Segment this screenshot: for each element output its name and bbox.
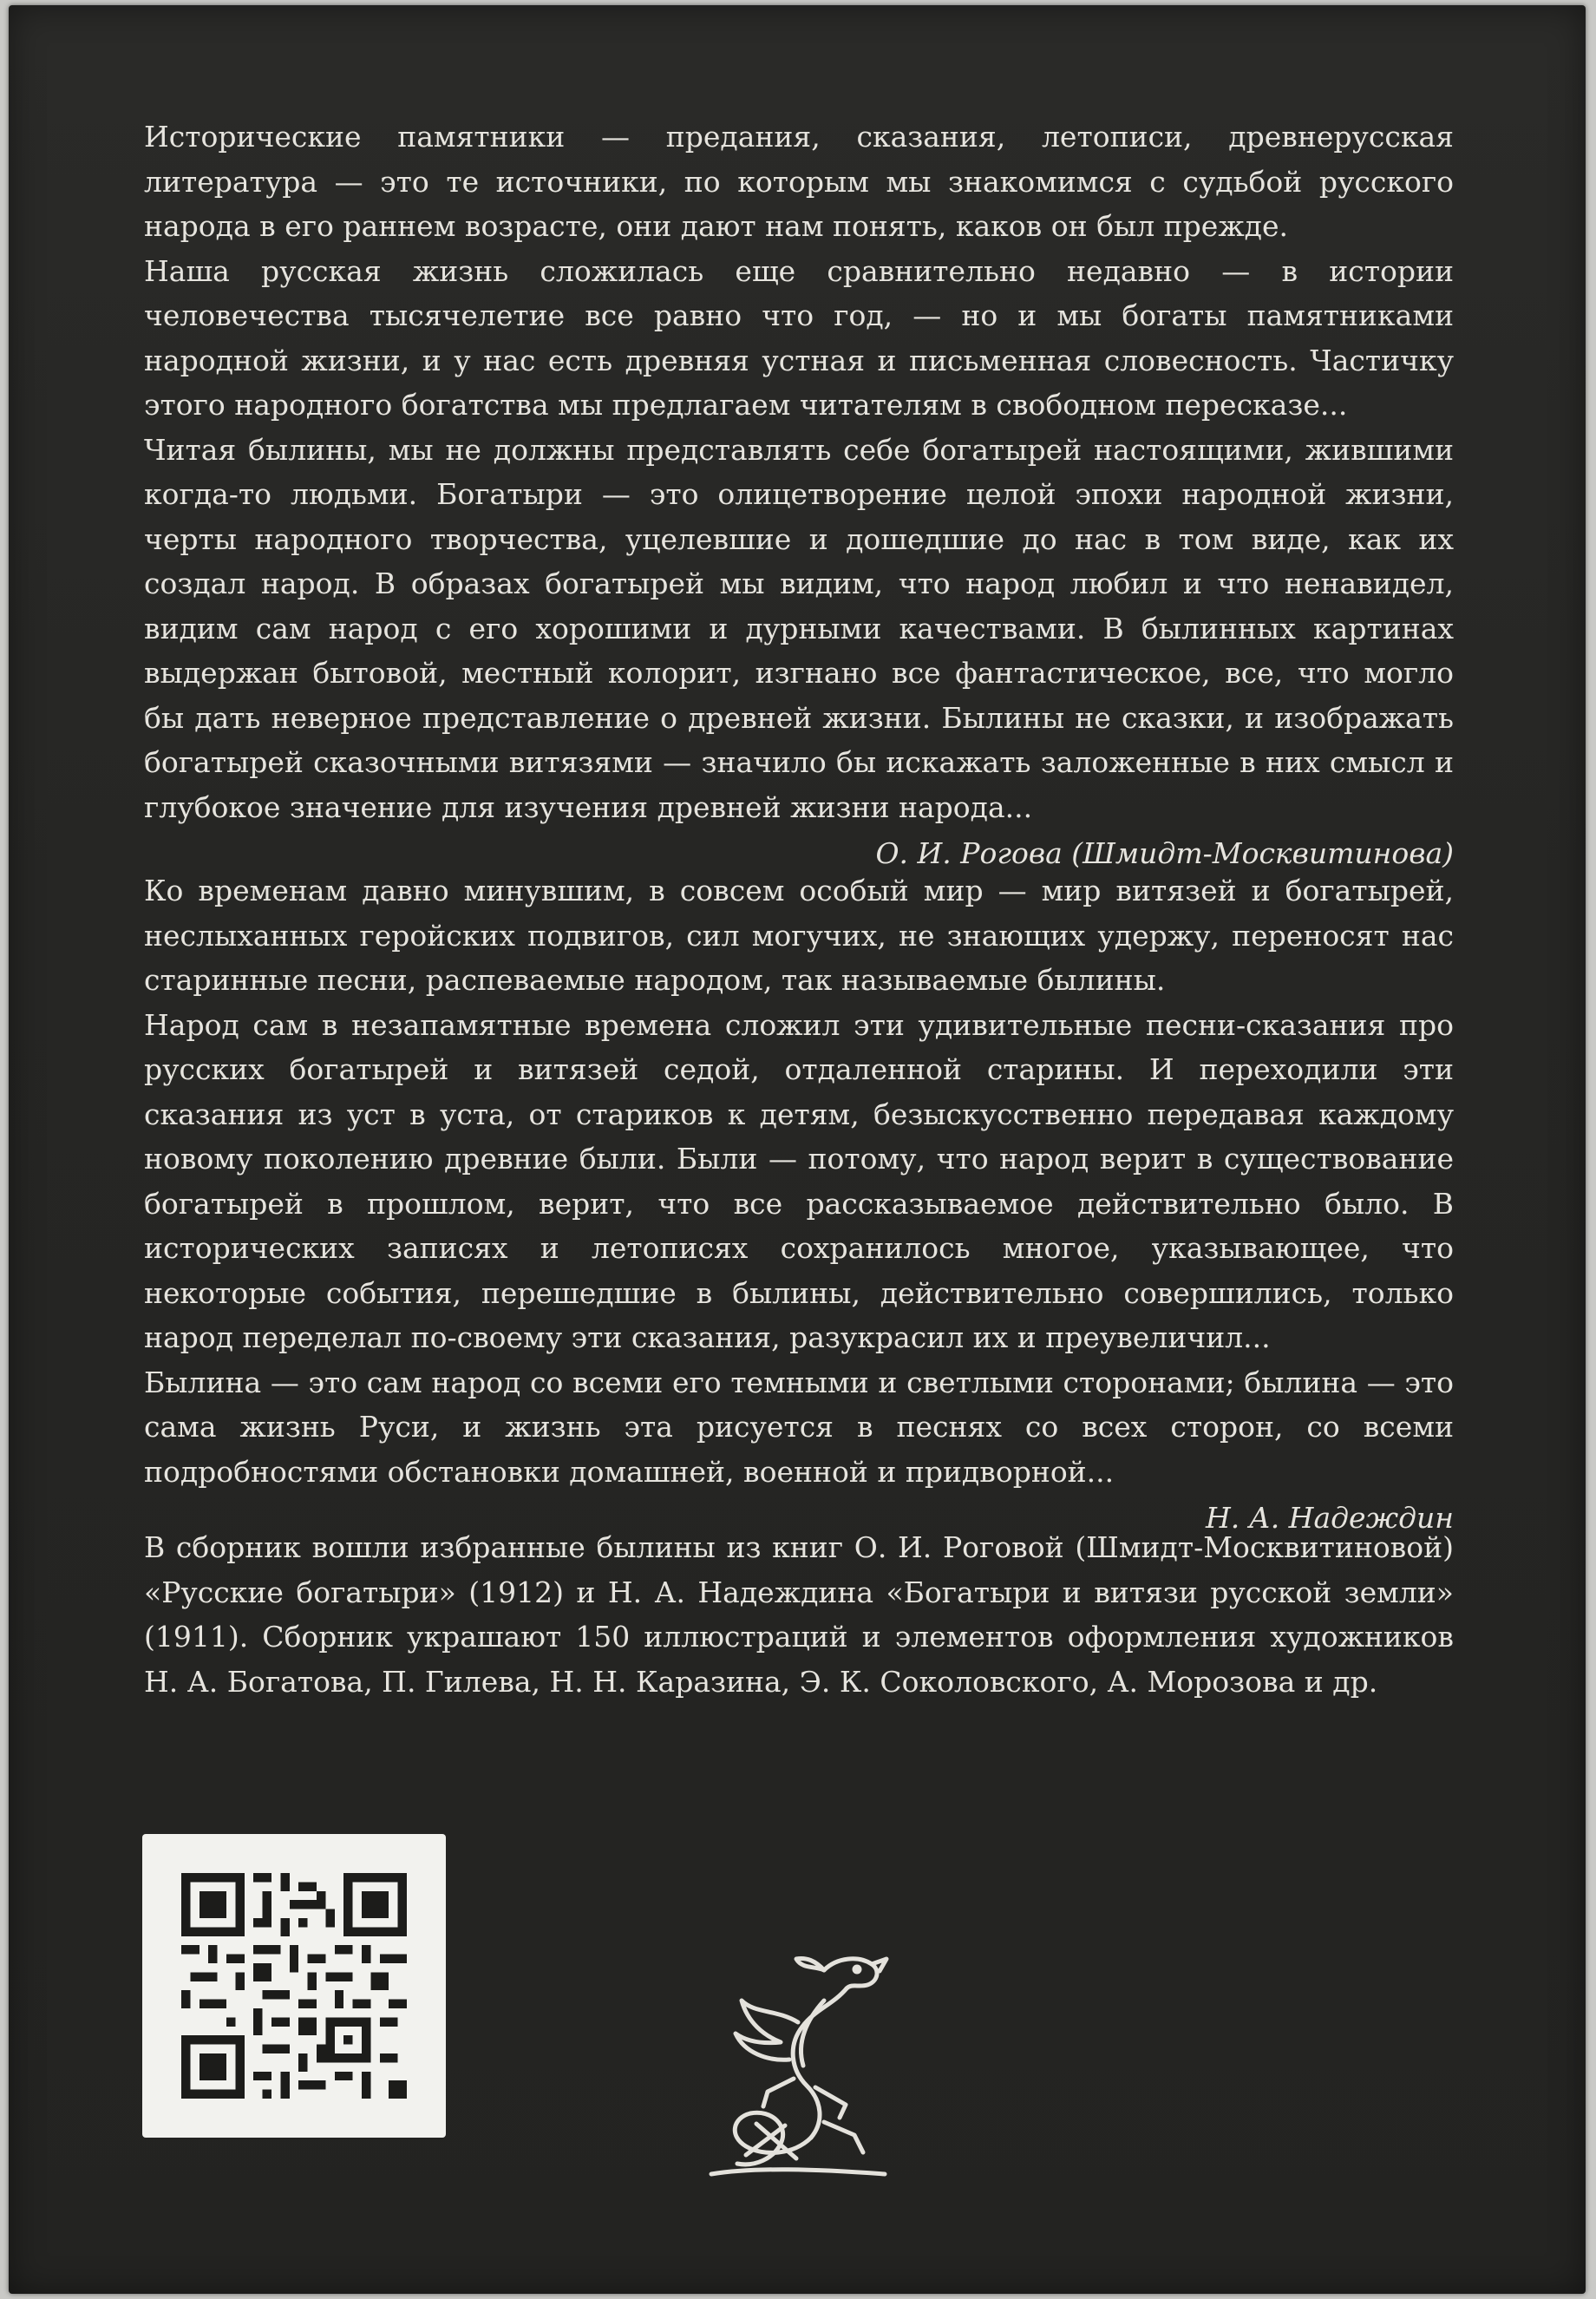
paragraph: Исторические памятники — предания, сказания, летописи, древнерусская литература — это те источники, по которым мы знакомимся с судьбой русского народа в его раннем возрасте, они дают нам понять, каков он был прежде. bbox=[144, 120, 1454, 243]
paragraph: Читая былины, мы не должны представлять себе богатырей настоящими, жившими когда-то людьми. Богатыри — это олицетворение целой эпохи народной жизни, черты народного творчества, уцелевшие и дошедшие до нас в том виде, как их создал народ. В образах богатырей мы видим, что народ любил и что ненавидел, видим сам народ с его хорошими и дурными качествами. В былинных картинах выдержан бытовой, местный колорит, изгнано все фантастическое, все, что могло бы дать неверное представление о древней жизни. Былины не сказки, и изображать богатырей сказочными витязями — значило бы искажать заложенные в них смысл и глубокое значение для изучения древней жизни народа... bbox=[144, 432, 1454, 824]
paragraph: Ко временам давно минувшим, в совсем особый мир — мир витязей и богатырей, неслыханных геройских подвигов, сил могучих, не знающих удержу, переносят нас старинные песни, распеваемые народом, так называемые былины. bbox=[144, 874, 1454, 997]
paragraph: Былина — это сам народ со всеми его темными и светлыми сторонами; былина — это сама жизнь Руси, и жизнь эта рисуется в песнях со всех сторон, со всеми подробностями обстановки домашней, военной и придворной... bbox=[144, 1365, 1454, 1489]
annotation-section-nadezhdin bbox=[144, 868, 1454, 1541]
paragraph: Наша русская жизнь сложилась еще сравнительно недавно — в истории человечества тысячелетие все равно что год, — но и мы богаты памятниками народной жизни, и у нас есть древняя устная и письменная словесность. Частичку этого народного богатства мы предлагаем читателям в свободном пересказе... bbox=[144, 253, 1454, 422]
paragraph: Народ сам в незапамятные времена сложил эти удивительные песни-сказания про русских богатырей и витязей седой, отдаленной старины. И переходили эти сказания из уст в уста, от стариков к детям, безыскусственно передавая каждому новому поколению древние были. Были — потому, что народ верит в существование богатырей в прошлом, верит, что все рассказываемое действительно было. В исторических записях и летописях сохранилось многое, указывающее, что некоторые события, перешедшие в былины, действительно совершились, только народ переделал по-своему эти сказания, разукрасил их и преувеличил... bbox=[144, 1007, 1454, 1354]
dragon-emblem-icon bbox=[694, 1940, 902, 2186]
paragraph: В сборник вошли избранные былины из книг О. И. Роговой (Шмидт-Москвитиновой) «Русские богатыри» (1912) и Н. А. Надеждина «Богатыри и витязи русской земли» (1911). Сборник украшают 150 иллюстраций и элементов оформления художников Н. А. Богатова, П. Гилева, Н. Н. Каразина, Э. К. Соколовского, А. Морозова и др. bbox=[144, 1530, 1454, 1699]
collection-description bbox=[144, 1525, 1454, 1704]
author-signature: О. И. Рогова (Шмидт-Москвитинова) bbox=[875, 836, 1454, 870]
book-back-cover bbox=[9, 5, 1586, 2294]
author-signature: Н. А. Надеждин bbox=[1205, 1501, 1454, 1535]
qr-code-icon[interactable] bbox=[142, 1834, 446, 2138]
annotation-section-rogova bbox=[144, 115, 1454, 876]
